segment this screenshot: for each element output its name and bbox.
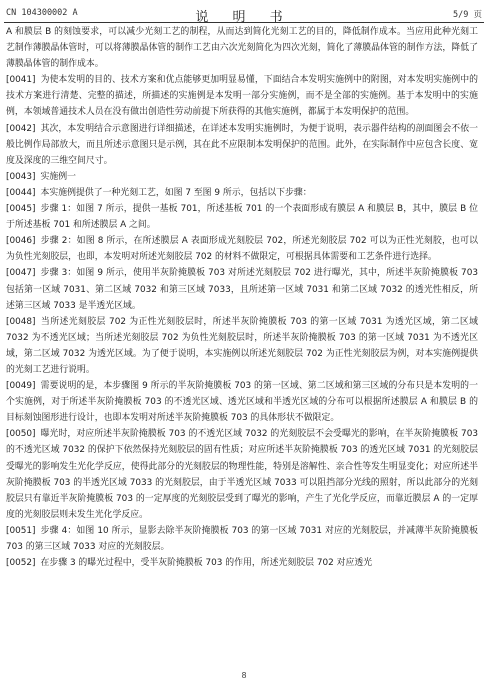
paragraph-text: 步骤 1：如图 7 所示，提供一基板 701，所述基板 701 的一个表面形成有膜层 A 和膜层 B，其中，膜层 B 位于所述基板 701 和所述膜层 A 之间。 — [6, 204, 478, 231]
paragraph-text: A 和膜层 B 的刻蚀要求，可以减少光刻工艺的制程，从而达到简化光刻工艺的目的，降低制作成本。当应用此种光刻工艺制作薄膜晶体管时，可以将薄膜晶体管的制作工艺由六次光刻简化为四次光刻，简化了薄膜晶体管的制作方法，降低了薄膜晶体管的制作成本。 — [6, 27, 478, 70]
paragraph — [6, 24, 478, 72]
paragraph-number: [0045] — [6, 204, 36, 215]
footer-page-number: 8 — [241, 671, 247, 680]
paragraph-0045 — [6, 201, 478, 233]
paragraph-number: [0049] — [6, 381, 36, 392]
paragraph-number: [0041] — [6, 75, 36, 86]
paragraph-text: 步骤 2：如图 8 所示，在所述膜层 A 表面形成光刻胶层 702，所述光刻胶层 702 可以为正性光刻胶，也可以为负性光刻胶层，也即，本发明对所述光刻胶层 702 的材料不做限定，可根据具体需要和工艺条件进行选择。 — [6, 236, 478, 263]
paragraph-0049 — [6, 378, 478, 426]
section-heading: 实施例一 — [40, 171, 77, 182]
document-number: CN 104300002 A — [6, 8, 78, 18]
paragraph-0046 — [6, 233, 478, 265]
paragraph-0048 — [6, 314, 478, 378]
document-title: 说 明 书 — [195, 10, 293, 25]
paragraph-number: [0046] — [6, 236, 36, 247]
paragraph-0041 — [6, 72, 478, 120]
paragraph-number: [0047] — [6, 268, 36, 279]
paragraph-text: 步骤 3：如图 9 所示，使用半灰阶掩膜板 703 对所述光刻胶层 702 进行曝光，其中，所述半灰阶掩膜板 703 包括第一区域 7031、第二区域 7032 和第三区域 7033，且所述第一区域 7031 和第二区域 7032 的透光性相反，所述第三区域 7033 是半透光区域。 — [6, 268, 478, 311]
paragraph-0051 — [6, 523, 478, 555]
paragraph-0050 — [6, 426, 478, 523]
paragraph-0044 — [6, 185, 478, 201]
paragraph-0047 — [6, 265, 478, 313]
paragraph-text: 当所述光刻胶层 702 为正性光刻胶层时，所述半灰阶掩膜板 703 的第一区域 7031 为透光区域，第二区域 7032 为不透光区域；当所述光刻胶层 702 为负性光刻胶层时，所述半灰阶掩膜板 703 的第一区域 7031 为不透光区域，第二区域 7032 为透光区域。为了便于说明，本实施例以所述光刻胶层 702 为正性光刻胶层为例，对本实施例提供的光刻工艺进行说明。 — [6, 316, 478, 375]
page-header — [6, 6, 482, 25]
paragraph-number: [0050] — [6, 429, 36, 440]
paragraph-text: 在步骤 3 的曝光过程中，受半灰阶掩膜板 703 的作用，所述光刻胶层 702 对应透光 — [40, 558, 373, 569]
paragraph-text: 需要说明的是，本步骤图 9 所示的半灰阶掩膜板 703 的第一区域、第二区域和第三区域的分布只是本发明的一个实施例，对于所述半灰阶掩膜板 703 的不透光区域、透光区域和半透光区域的分布可以根据所述膜层 A 和膜层 B 的目标刻蚀图形进行设计，也即本发明对所述半灰阶掩膜板 703 的具体形状不做限定。 — [6, 381, 478, 424]
paragraph-0042 — [6, 121, 478, 169]
paragraph-number: [0044] — [6, 187, 36, 198]
paragraph-0043 — [6, 169, 478, 185]
header-rule — [4, 22, 484, 23]
paragraph-number: [0042] — [6, 123, 36, 134]
paragraph-text: 曝光时，对应所述半灰阶掩膜板 703 的不透光区域 7032 的光刻胶层不会受曝光的影响，在半灰阶掩膜板 703 的不透光区域 7032 的保护下依然保持光刻胶层的固有性质；对应所述半灰阶掩膜板 703 的透光区域 7031 的光刻胶层受曝光的影响发生光化学反应，使得此部分的光刻胶层的物理性能，特别是溶解性、亲合性等发生明显变化；对应所述半灰阶掩膜板 703 的半透光区域 7033 的光刻胶层，由于半透光区域 7033 可以阻挡部分光线的照射，所以此部分的光刻胶层只有靠近半灰阶掩膜板 703 的一定厚度的光刻胶层受到了曝光的影响，产生了光化学反应，而靠近膜层 A 的一定厚度的光刻胶层则未发生光化学反应。 — [6, 429, 478, 520]
page-indicator: 5/9 页 — [453, 10, 482, 20]
paragraph-text: 步骤 4：如图 10 所示，显影去除半灰阶掩膜板 703 的第一区域 7031 对应的光刻胶层，并减薄半灰阶掩膜板 703 的第三区域 7033 对应的光刻胶层。 — [6, 525, 478, 552]
paragraph-text: 其次，本发明结合示意图进行详细描述，在详述本发明实施例时，为便于说明，表示器件结构的剖面图会不依一般比例作局部放大，而且所述示意图只是示例，其在此不应限制本发明保护的范围。此外，在实际制作中应包含长度、宽度及深度的三维空间尺寸。 — [6, 123, 478, 166]
paragraph-number: [0043] — [6, 171, 36, 182]
document-body — [6, 24, 478, 674]
paragraph-number: [0051] — [6, 525, 36, 536]
paragraph-number: [0052] — [6, 558, 36, 569]
paragraph-text: 本实施例提供了一种光刻工艺，如图 7 至图 9 所示，包括以下步骤： — [40, 187, 312, 198]
paragraph-0052 — [6, 555, 478, 571]
paragraph-text: 为使本发明的目的、技术方案和优点能够更加明显易懂，下面结合本发明实施例中的附图，对本发明实施例中的技术方案进行清楚、完整的描述，所描述的实施例是本发明一部分实施例，而不是全部的实施例。基于本发明中的实施例，本领域普通技术人员在没有做出创造性劳动前提下所获得的其他实施例，都属于本发明保护的范围。 — [6, 75, 478, 118]
paragraph-number: [0048] — [6, 316, 36, 327]
